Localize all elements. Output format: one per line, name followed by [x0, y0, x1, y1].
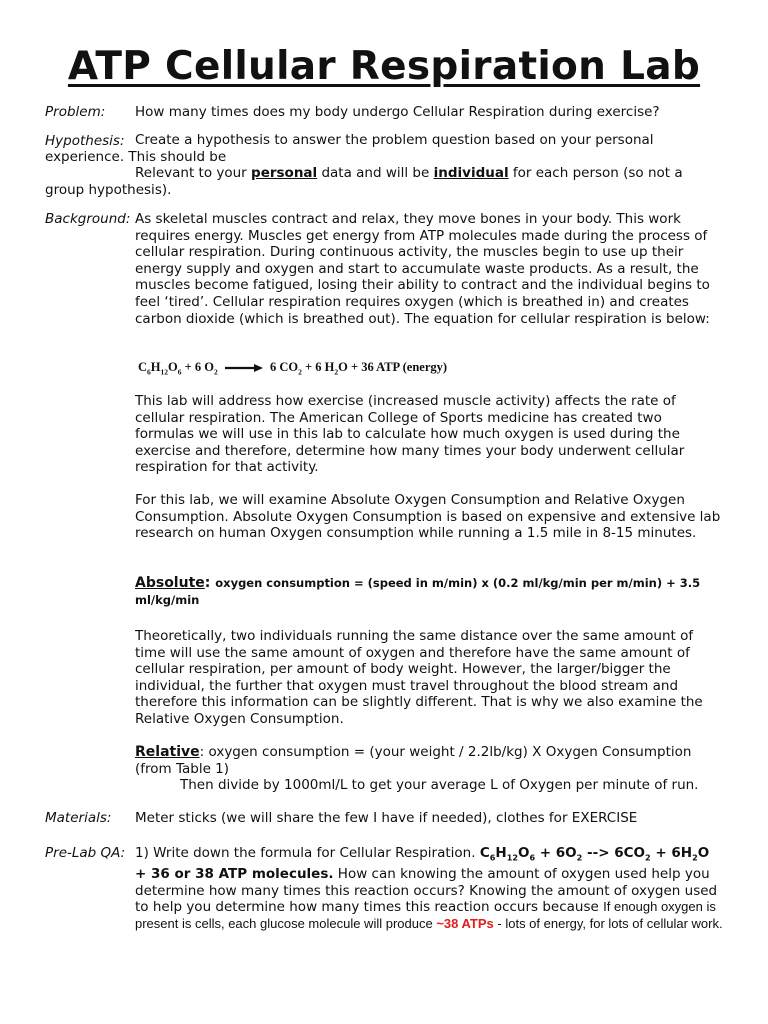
equation-left: $C_6H_{12}O_6 + 6$ $O_2$	[138, 360, 218, 377]
hypothesis-text	[45, 132, 725, 165]
prelab-a2: - lots of energy, for lots of cellular work.	[493, 916, 723, 932]
prelab-atp-count: ~38 ATPs	[436, 916, 494, 932]
respiration-equation	[138, 360, 447, 377]
hypothesis-text-2	[45, 165, 725, 198]
hypothesis-pre: Relevant to your	[135, 165, 252, 181]
hypothesis-line1: Create a hypothesis to answer the problem question based on your personal experience. This should be	[45, 132, 654, 165]
relative-title: Relative	[135, 744, 200, 760]
background-paragraph-1	[135, 211, 725, 327]
prelab-formula: $C_6H_{12}O_6 + 6O_2$ --> $6CO_2 + 6H_2O + 36$ or 38 ATP molecules.	[135, 845, 710, 883]
background-label: Background:	[45, 211, 131, 227]
absolute-title: Absolute	[135, 575, 205, 591]
hypothesis-personal: personal	[251, 165, 318, 181]
background-p3: For this lab, we will examine Absolute Oxygen Consumption and Relative Oxygen Consumption. Absolute Oxygen Consumption is based on expensive and extensive lab research on human Oxygen consumption while running a 1.5 mile in 8-15 minutes.	[135, 492, 721, 542]
hypothesis-mid: data and will be	[317, 165, 434, 181]
background-p1: As skeletal muscles contract and relax, they move bones in your body. This work requires energy. Muscles get energy from ATP molecules made during the process of cellular respiration. During continuous activity, the muscles begin to use up their energy supply and oxygen and start to accumulate waste products. As a result, the muscles become fatigued, losing their ability to contract and the individual begins to feel ‘tired’. Cellular respiration requires oxygen (which is breathed in) and creates carbon dioxide (which is breathed out). The equation for cellular respiration is below:	[135, 211, 710, 327]
prelab-q1: 1) Write down the formula for Cellular Respiration.	[135, 845, 480, 861]
relative-line2: Then divide by 1000ml/L to get your average L of Oxygen per minute of run.	[180, 777, 699, 793]
right-arrow-icon	[225, 363, 263, 373]
equation-right: 6 $CO_2 + 6$ $H_2O + 36$ ATP (energy)	[269, 360, 448, 377]
prelab-q2: How can knowing the amount of oxygen used help you determine how many times this reaction occurs? Knowing the amount of oxygen used to help you determine how many times this reaction occurs because	[135, 866, 718, 916]
hypothesis-label: Hypothesis:	[45, 133, 125, 149]
problem-text: How many times does my body undergo Cellular Respiration during exercise?	[135, 104, 660, 120]
relative-formula	[135, 744, 725, 777]
prelab-text	[135, 845, 725, 933]
problem-label: Problem:	[45, 104, 106, 120]
materials-label: Materials:	[45, 810, 112, 826]
absolute-body: oxygen consumption = (speed in m/min) x (0.2 ml/kg/min per m/min) + 3.5 ml/kg/min	[135, 576, 701, 607]
prelab-label: Pre-Lab QA:	[45, 845, 126, 861]
materials-text: Meter sticks (we will share the few I have if needed), clothes for EXERCISE	[135, 810, 638, 826]
page-title: ATP Cellular Respiration Lab	[67, 44, 701, 89]
background-p2: This lab will address how exercise (increased muscle activity) affects the rate of cellular respiration. The American College of Sports medicine has created two formulas we will use in this lab to calculate how much oxygen is used during the exercise and therefore, determine how many times your body underwent cellular respiration for that activity.	[135, 393, 685, 476]
hypothesis-post: for each person (so not a group hypothesis).	[45, 165, 683, 198]
relative-body: : oxygen consumption = (your weight / 2.2lb/kg) X Oxygen Consumption (from Table 1)	[135, 744, 692, 777]
background-p4: Theoretically, two individuals running the same distance over the same amount of time will use the same amount of oxygen and therefore have the same amount of cellular respiration, per amount of body weight. However, the larger/bigger the individual, the further that oxygen must travel throughout the blood stream and therefore this information can be slightly different. That is why we also examine the Relative Oxygen Consumption.	[135, 628, 703, 727]
prelab-a1: If enough oxygen is present is cells, each glucose molecule will produce	[135, 899, 716, 932]
absolute-formula: Absolute: oxygen consumption = (speed in m/min) x (0.2 ml/kg/min per m/min) + 3.5 ml/kg/min	[135, 575, 701, 607]
hypothesis-individual: individual	[433, 165, 509, 181]
